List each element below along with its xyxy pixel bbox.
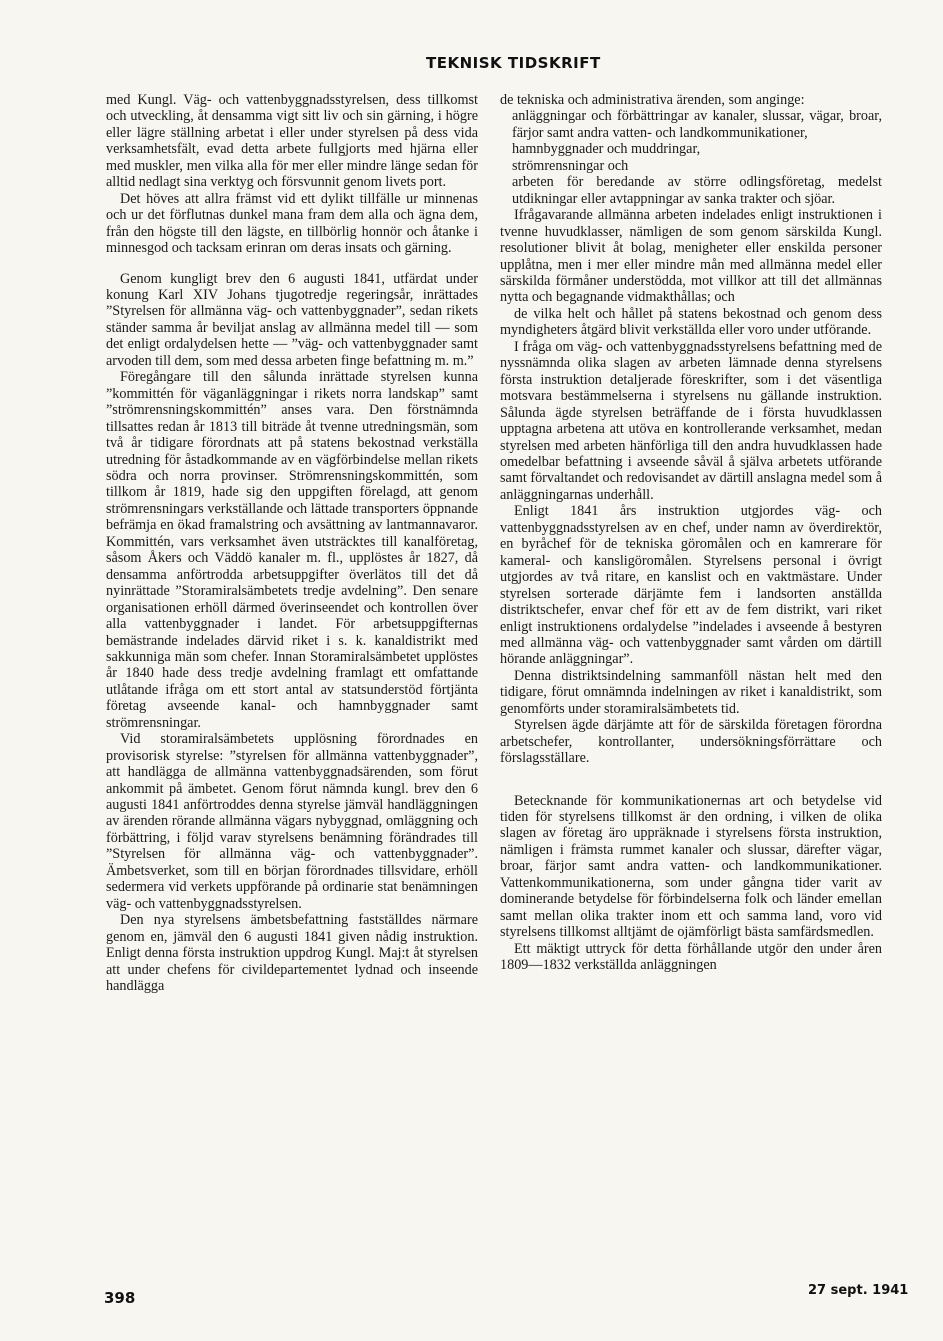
paragraph: med Kungl. Väg- och vattenbyggnadsstyrelsen, dess tillkomst och utveckling, åt densamma vigt sitt liv och sin gärning, i högre eller lägre ställning arbetat i eller under styrelsen på dess vida verksamhetsfält, evad detta arbete fullgjorts med hjärna eller med muskler, men vilka alla för mer eller mindre länge sedan för alltid nedlagt sina verktyg och försvunnit genom livets port.: [106, 92, 478, 191]
paragraph: Vid storamiralsämbetets upplösning förordnades en provisorisk styrelse: ”styrelsen för allmänna vattenbyggnader”, att handlägga de allmänna vattenbyggnadsärenden, som förut ankommit på ämbetet. Genom förut nämnda kungl. brev den 6 augusti 1841 anförtroddes denna styrelse jämväl handläggningen av ärenden rörande allmänna vägars nybyggnad, omläggning och förbättring, i följd varav styrelsens benämning förändrades till ”Styrelsen för allmänna väg- och vattenbyggnader”. Ämbetsverket, som till en början förordnades tillsvidare, erhöll sedermera vid verkets uppförande på ordinarie stat benämningen väg- och vattenbyggnadsstyrelsen.: [106, 731, 478, 912]
list-item: strömrensningar och: [512, 157, 629, 174]
list-item: arbeten för beredande av större odlingsföretag, medelst utdikningar eller avtappningar av sanka trakter och sjöar.: [512, 174, 882, 207]
right-column: [500, 92, 882, 974]
left-column: [106, 92, 478, 994]
journal-title: TEKNISK TIDSKRIFT: [426, 54, 601, 72]
paragraph: Denna distriktsindelning sammanföll nästan helt med den tidigare, förut omnämnda indelningen av riket i kanaldistrikt, som genomförts under storamiralsämbetets tid.: [500, 667, 882, 717]
list-item: anläggningar och förbättringar av kanaler, slussar, vägar, broar, färjor samt andra vatten- och landkommunikationer,: [512, 108, 882, 141]
list-item: hamnbyggnader och muddringar,: [512, 141, 701, 158]
page-number: 398: [104, 1289, 136, 1307]
paragraph: Enligt 1841 års instruktion utgjordes väg- och vattenbyggnadsstyrelsen av en chef, under namn av överdirektör, en byråchef för de tekniska göromålen och en kamrerare för kameral- och kansligöromålen. Styrelsens personal i övrigt utgjordes av två ritare, en kanslist och en vaktmästare. Under styrelsen sorterade därjämte fem i landsorten anställda distriktschefer, envar chef för ett av de fem distrikt, vari riket enligt instruktionens ordalydelse ”indelades i avseende å bestyren med allmänna väg- och vattenbyggnader samt vården om därtill hörande anläggningar”.: [500, 503, 882, 668]
issue-date: 27 sept. 1941: [808, 1283, 909, 1298]
paragraph: Betecknande för kommunikationernas art och betydelse vid tiden för styrelsens tillkomst är den ordning, i vilken de olika slagen av företag äro uppräknade i styrelsens första instruktion, nämligen i främsta rummet kanaler och slussar, därefter vägar, broar, färjor samt andra vatten- och landkommunikationer. Vattenkommunikationerna, som under gångna tider varit av dominerande betydelse för förbindelserna folk och länder emellan samt mellan olika trakter inom ett och samma land, voro vid styrelsens tillkomst alltjämt de ojämförligt bästa samfärdsmedlen.: [500, 792, 882, 941]
paragraph: Ett mäktigt uttryck för detta förhållande utgör den under åren 1809—1832 verkställda anläggningen: [500, 940, 882, 974]
paragraph: Ifrågavarande allmänna arbeten indelades enligt instruktionen i tvenne huvudklasser, nämligen de som genom särskilda Kungl. resolutioner blivit åt bolag, menigheter eller enskilda personer upplåtna, men i mer eller mindre mån med allmänna medel eller särskilda förmåner understödda, mot villkor att till det allmännas nytta och begagnande vidmakthållas; och: [500, 207, 882, 306]
paragraph: I fråga om väg- och vattenbyggnadsstyrelsens befattning med de nyssnämnda olika slagen av arbeten lämnade denna styrelsens första instruktion detaljerade föreskrifter, som i det väsentliga motsvara bestämmelserna i styrelsens nu gällande instruktion. Sålunda ägde styrelsen beträffande de i första huvudklassen upptagna arbetena att utöva en kontrollerande verksamhet, medan styrelsen med arbeten hänförliga till den andra huvudklassen hade omedelbar befattning i avseende såväl å själva arbetets utförande samt förvaltandet och redovisandet av därtill anslagna medel som å anläggningarnas underhåll.: [500, 338, 882, 503]
paragraph: Föregångare till den sålunda inrättade styrelsen kunna ”kommittén för väganläggningar i rikets norra landskap” samt ”strömrensningskommittén” anses vara. Den förstnämnda tillsattes redan år 1813 till biträde åt tvenne utredningsmän, som två år tidigare förordnats att på statens bekostnad verkställa utredning för åstadkommande av en vägförbindelse mellan rikets södra och norra provinser. Strömrensningskommittén, som tillkom år 1819, hade sig den uppgiften förelagd, att genom strömrensningars verkställande och lättade transporters öppnande befrämja en ökad framalstring och avsättning av lantmannavaror. Kommittén, vars verksamhet även utsträcktes till kanalföretag, såsom Åkers och Väddö kanaler m. fl., upplöstes år 1827, då densamma anförtrodda arbetsuppgifter överlätos till det då nyinrättade ”Storamiralsämbetets tredje avdelning”. Den senare organisationen erhöll därmed överinseendet och kontrollen över alla vattenbyggnader i landet. För arbetsuppgifternas bemästrande indelades därvid riket i s. k. kanaldistrikt med sakkunniga män som chefer. Innan Storamiralsämbetet upplöstes år 1840 hade dess tredje avdelning framlagt ett omfattande utlåtande ifråga om ett stort antal av statsunderstöd förtjänta företag avseende kanal- och hamnbyggnader samt strömrensningar.: [106, 369, 478, 731]
paragraph: de tekniska och administrativa ärenden, som anginge:: [500, 92, 805, 108]
paragraph: de vilka helt och hållet på statens bekostnad och genom dess myndigheters åtgärd blivit verkställda eller voro under utförande.: [500, 305, 882, 339]
paragraph: Det höves att allra främst vid ett dylikt tillfälle ur minnenas och ur det förflutnas dunkel mana fram dem alla och ägna dem, från den högste till den lägste, en tillbörlig honnör och åtanke i minnesgod och tacksam erinran om deras insats och gärning.: [106, 190, 478, 257]
paragraph: Styrelsen ägde därjämte att för de särskilda företagen förordna arbetschefer, kontrollanter, undersökningsförrättare och förslagsställare.: [500, 717, 882, 767]
paragraph: Den nya styrelsens ämbetsbefattning fastställdes närmare genom en, jämväl den 6 augusti 1841 given nådig instruktion. Enligt denna första instruktion uppdrog Kungl. Maj:t åt styrelsen att under chefens för civildepartementet lydnad och inseende handlägga: [106, 912, 478, 995]
paragraph: Genom kungligt brev den 6 augusti 1841, utfärdat under konung Karl XIV Johans tjugotredje regeringsår, inrättades ”Styrelsen för allmänna väg- och vattenbyggnader”, sedan rikets ständer samma år beviljat anslag av allmänna medel till — som det enligt ordalydelsen hette — ”väg- och vattenbyggnader samt arvoden till dem, som med dessa arbeten finge befattning m. m.”: [106, 270, 478, 369]
